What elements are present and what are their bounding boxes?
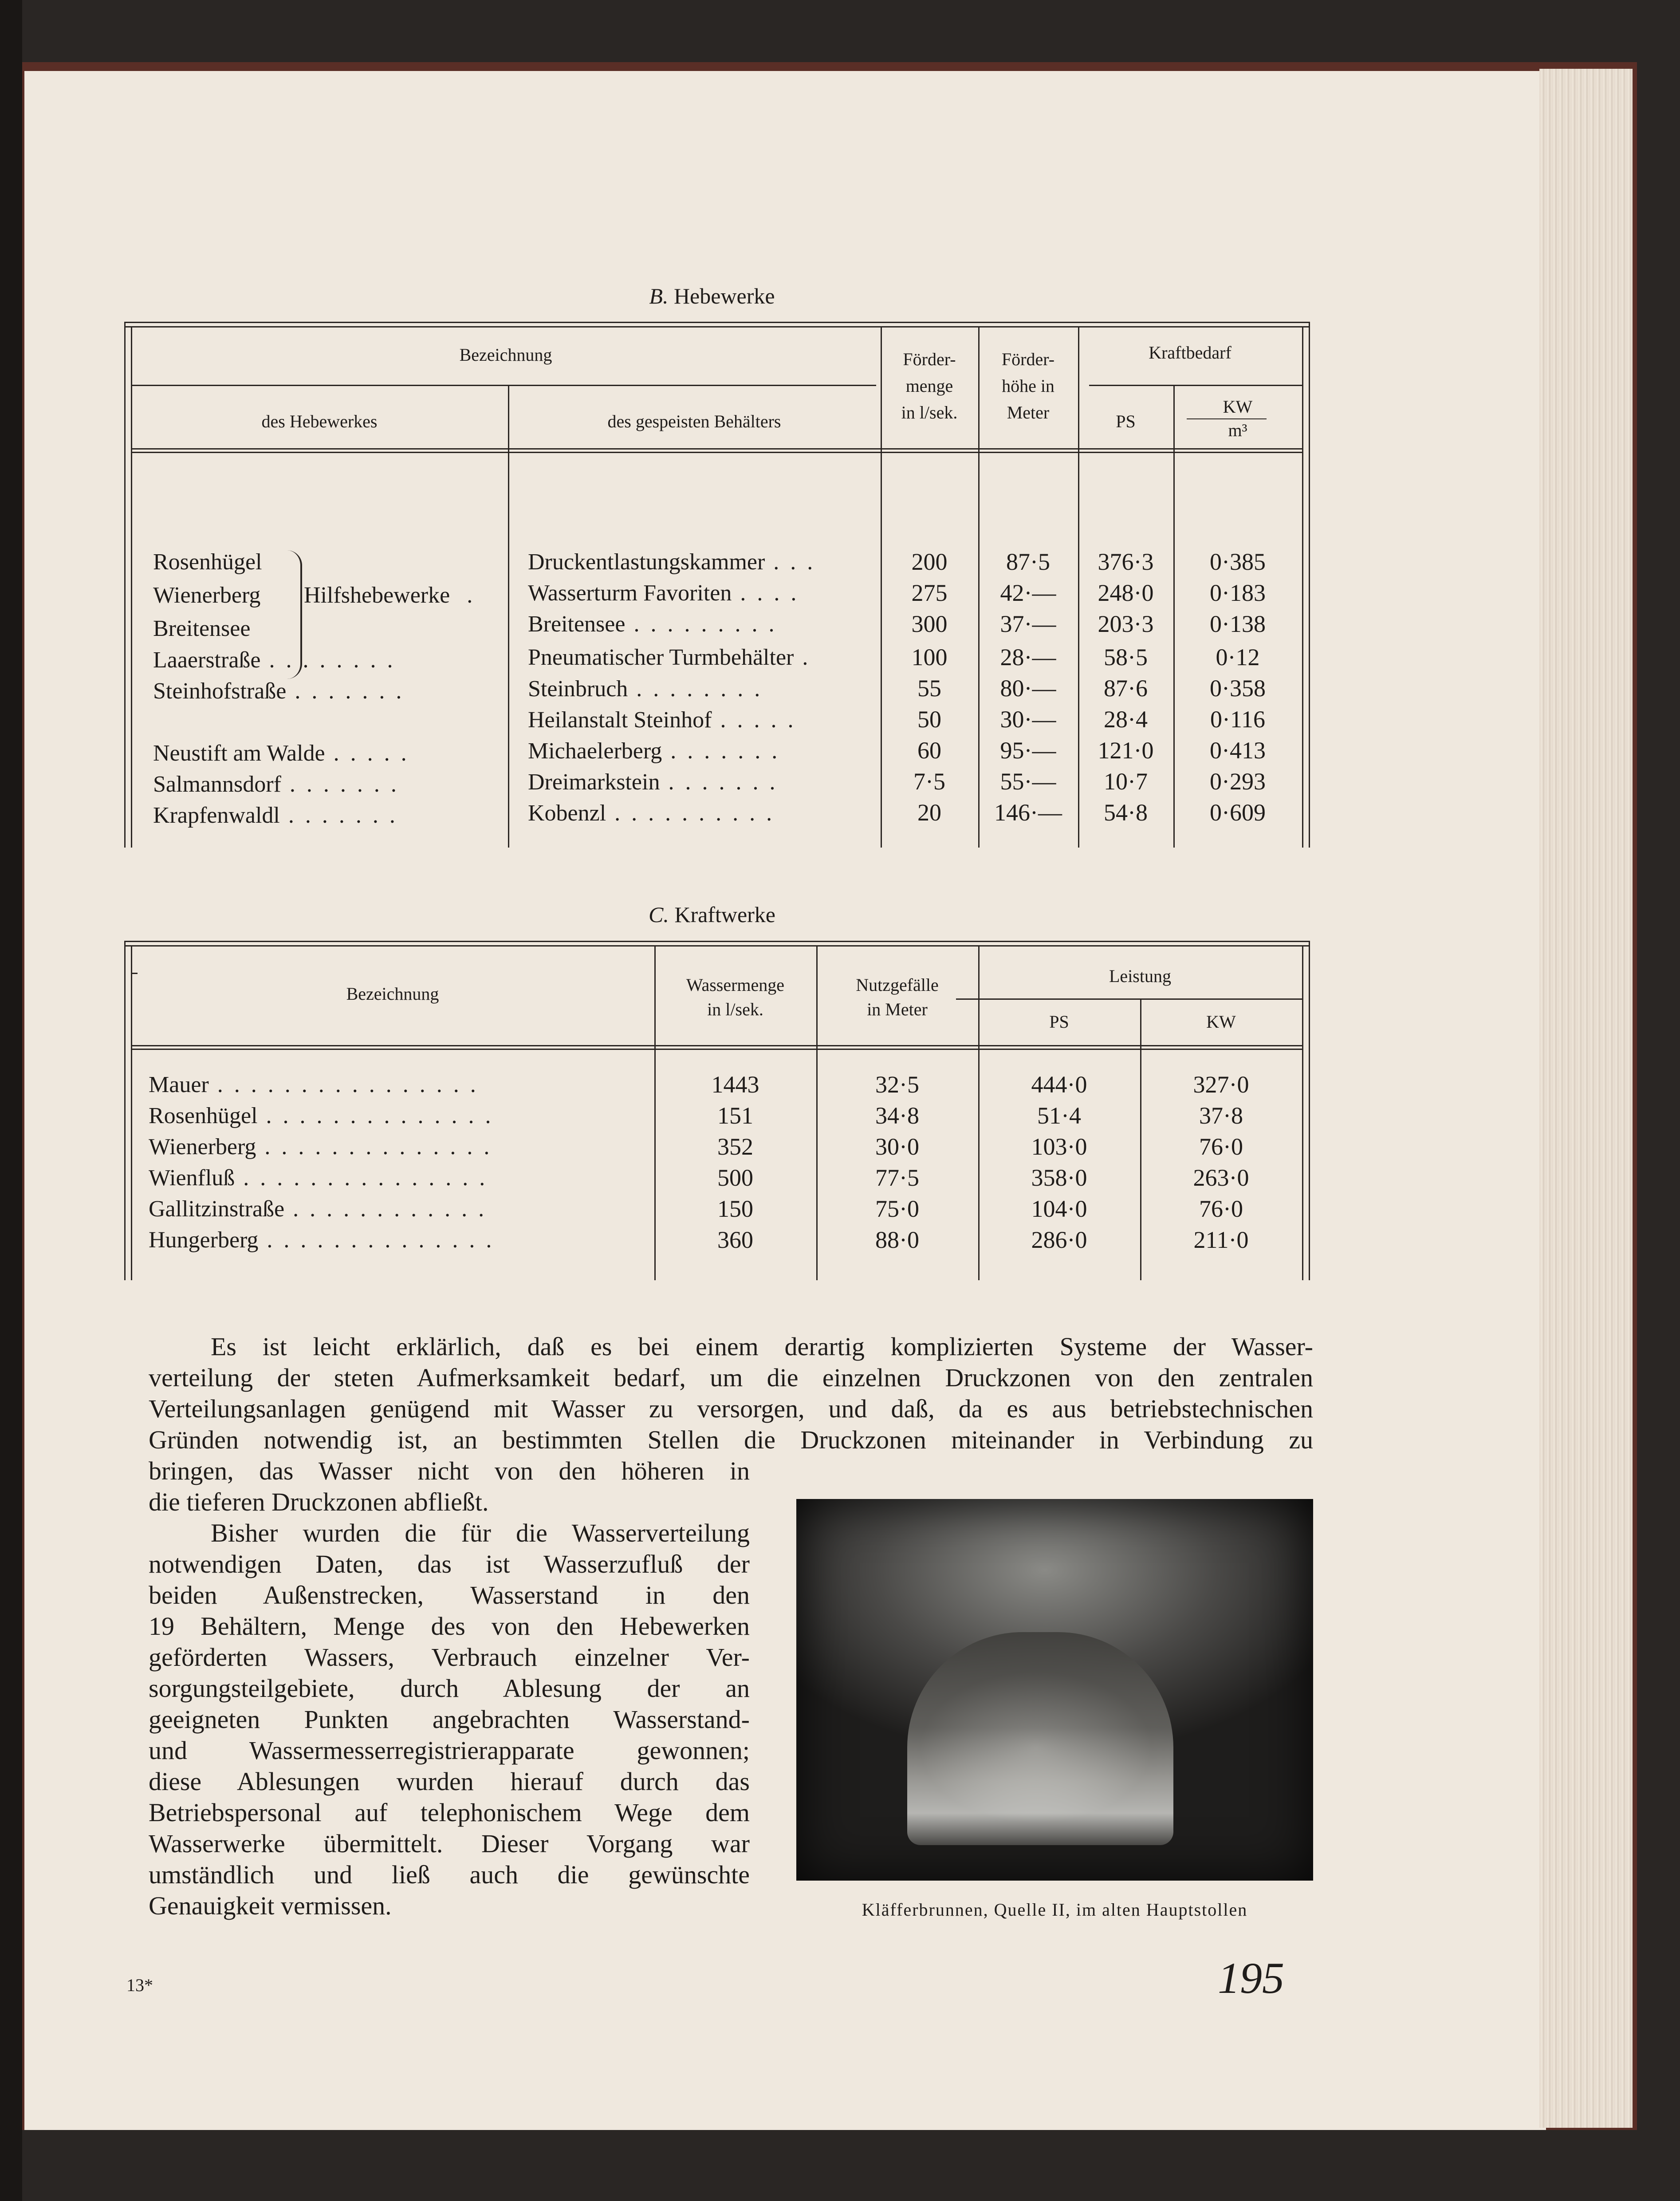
c-row-3-gefaelle: 30·0 (875, 1133, 919, 1160)
b-row-6-menge: 50 (917, 706, 941, 733)
b-row-7-menge: 60 (917, 737, 941, 764)
b-row-7-behaelter: Michaelerberg . . . . . . . (528, 738, 780, 764)
c-row-4-menge: 500 (717, 1164, 753, 1191)
tunnel-opening (907, 1632, 1173, 1845)
para-line-4: Gründen notwendig ist, an bestimmten Stellen die Druckzonen miteinander in Verbindung zu (149, 1425, 1313, 1454)
c-row-2-ps: 51·4 (1037, 1102, 1081, 1129)
b-row-3-behaelter: Breitensee . . . . . . . . . (528, 611, 777, 637)
para-narrow-13: Wasserwerke übermittelt. Dieser Vorgang war (149, 1829, 750, 1858)
para-narrow-4: notwendigen Daten, das ist Wasserzufluß der (149, 1550, 750, 1578)
b-row-9-hoehe: 146·— (994, 799, 1062, 826)
b-row-8-werk: Salmannsdorf . . . . . . . (153, 772, 399, 797)
page (24, 71, 1546, 2130)
c-row-2-gefaelle: 34·8 (875, 1102, 919, 1129)
section-b-word: Hebewerke (673, 284, 775, 308)
b-row-9-behaelter: Kobenzl . . . . . . . . . . (528, 801, 775, 826)
header-kraftbedarf: Kraftbedarf (1149, 343, 1231, 363)
b-row-4-ps: 58·5 (1104, 644, 1148, 671)
para-line-1: Es ist leicht erklärlich, daß es bei einem derartig komplizierten Systeme der Wasser- (211, 1332, 1313, 1361)
header-foerdermenge-1: Förder- (903, 349, 956, 369)
b-row-1-werk: Rosenhügel (153, 549, 262, 575)
c-row-1-name: Mauer . . . . . . . . . . . . . . . . (149, 1072, 479, 1097)
c-header-bezeichnung: Bezeichnung (346, 984, 439, 1004)
b-row-5-ps: 87·6 (1104, 675, 1148, 702)
b-row-4-behaelter: Pneumatischer Turmbehälter . (528, 645, 811, 670)
para-narrow-6: 19 Behältern, Menge des von den Hebewerken (149, 1612, 750, 1641)
para-line-2: verteilung der steten Aufmerksamkeit bedarf, um die einzelnen Druckzonen von den zentralen (149, 1363, 1313, 1392)
header-foerdermenge-2: menge (905, 376, 953, 396)
c-row-1-gefaelle: 32·5 (875, 1071, 919, 1098)
c-row-2-name: Rosenhügel . . . . . . . . . . . . . . (149, 1103, 494, 1128)
header-foerderhoehe-3: Meter (1007, 402, 1050, 422)
header-des-hebewerkes: des Hebewerkes (261, 411, 378, 431)
header-foerderhoehe-1: Förder- (1001, 349, 1055, 369)
section-b-title (579, 283, 845, 309)
b-row-8-menge: 7·5 (913, 768, 945, 795)
b-row-5-werk: Steinhofstraße . . . . . . . (153, 678, 405, 704)
section-c-word: Kraftwerke (674, 902, 775, 927)
c-header-wassermenge-2: in l/sek. (707, 999, 763, 1019)
header-bezeichnung: Bezeichnung (459, 345, 552, 365)
b-row-4-kw: 0·12 (1216, 644, 1260, 671)
para-narrow-9: geeigneten Punkten angebrachten Wasserstand- (149, 1705, 750, 1734)
para-narrow-7: geförderten Wassers, Verbrauch einzelner Ver- (149, 1643, 750, 1672)
b-row-9-werk: Krapfenwaldl . . . . . . . (153, 803, 398, 828)
section-b-letter: B. (649, 284, 669, 308)
b-row-2-ps: 248·0 (1098, 580, 1154, 606)
b-row-7-hoehe: 95·— (1000, 737, 1056, 764)
para-narrow-5: beiden Außenstrecken, Wasserstand in den (149, 1581, 750, 1609)
page-stack-edge (1539, 69, 1633, 2128)
b-row-2-kw: 0·183 (1210, 580, 1266, 606)
b-row-7-werk: Neustift am Walde . . . . . (153, 741, 409, 766)
b-row-3-ps: 203·3 (1098, 611, 1154, 637)
header-kw: KW (1223, 397, 1253, 417)
group-label: Hilfshebewerke . (304, 583, 476, 608)
c-header-nutzgefaelle-1: Nutzgefälle (856, 975, 939, 995)
c-row-6-gefaelle: 88·0 (875, 1227, 919, 1253)
b-row-1-ps: 376·3 (1098, 548, 1154, 575)
b-row-5-behaelter: Steinbruch . . . . . . . . (528, 676, 763, 702)
b-row-3-werk: Breitensee (153, 616, 251, 641)
header-m3: m³ (1228, 420, 1247, 440)
b-row-2-werk: Wienerberg (153, 583, 261, 608)
c-row-3-name: Wienerberg . . . . . . . . . . . . . . (149, 1134, 492, 1160)
header-ps: PS (1116, 411, 1136, 431)
c-row-1-kw: 327·0 (1193, 1071, 1249, 1098)
tunnel-photo (796, 1499, 1313, 1881)
c-row-5-menge: 150 (717, 1195, 753, 1222)
b-row-9-menge: 20 (917, 799, 941, 826)
b-row-8-ps: 10·7 (1104, 768, 1148, 795)
b-row-3-kw: 0·138 (1210, 611, 1266, 637)
c-row-5-name: Gallitzinstraße . . . . . . . . . . . . (149, 1196, 487, 1222)
book-spine (0, 0, 22, 2201)
b-row-6-behaelter: Heilanstalt Steinhof . . . . . (528, 707, 796, 733)
c-row-6-menge: 360 (717, 1227, 753, 1253)
c-row-5-gefaelle: 75·0 (875, 1195, 919, 1222)
b-row-5-hoehe: 80·— (1000, 675, 1056, 702)
b-row-8-behaelter: Dreimarkstein . . . . . . . (528, 769, 778, 795)
b-row-9-ps: 54·8 (1104, 799, 1148, 826)
c-header-wassermenge-1: Wassermenge (686, 975, 785, 995)
b-row-1-kw: 0·385 (1210, 548, 1266, 575)
c-header-ps: PS (1049, 1012, 1069, 1032)
signature-mark: 13* (126, 1975, 153, 1995)
b-row-7-ps: 121·0 (1098, 737, 1154, 764)
para-narrow-2: die tieferen Druckzonen abfließt. (149, 1487, 489, 1516)
b-row-9-kw: 0·609 (1210, 799, 1266, 826)
b-row-4-hoehe: 28·— (1000, 644, 1056, 671)
b-row-6-hoehe: 30·— (1000, 706, 1056, 733)
b-row-6-kw: 0·116 (1210, 706, 1265, 733)
section-c-title (579, 902, 845, 927)
b-row-4-menge: 100 (911, 644, 948, 671)
c-row-4-ps: 358·0 (1031, 1164, 1087, 1191)
header-des-behaelters: des gespeisten Behälters (607, 411, 781, 431)
b-row-1-menge: 200 (911, 548, 948, 575)
c-row-3-menge: 352 (717, 1133, 753, 1160)
c-row-6-ps: 286·0 (1031, 1227, 1087, 1253)
para-narrow-15: Genauigkeit vermissen. (149, 1891, 392, 1920)
c-row-4-gefaelle: 77·5 (875, 1164, 919, 1191)
para-narrow-11: diese Ablesungen wurden hierauf durch das (149, 1767, 750, 1796)
photo-caption: Kläfferbrunnen, Quelle II, im alten Hauptstollen (862, 1900, 1248, 1920)
c-row-3-ps: 103·0 (1031, 1133, 1087, 1160)
para-narrow-1: bringen, das Wasser nicht von den höheren in (149, 1456, 750, 1485)
c-header-leistung: Leistung (1109, 966, 1171, 986)
b-row-5-kw: 0·358 (1210, 675, 1266, 702)
b-row-6-ps: 28·4 (1104, 706, 1148, 733)
b-row-3-hoehe: 37·— (1000, 611, 1056, 637)
para-line-3: Verteilungsanlagen genügend mit Wasser zu versorgen, und daß, da es aus betriebstechnischen (149, 1394, 1313, 1423)
c-header-kw: KW (1206, 1012, 1236, 1032)
b-row-5-menge: 55 (917, 675, 941, 702)
b-row-2-hoehe: 42·— (1000, 580, 1056, 606)
page-number: 195 (1218, 1953, 1284, 2003)
section-c-letter: C. (649, 902, 669, 927)
para-narrow-12: Betriebspersonal auf telephonischem Wege dem (149, 1798, 750, 1827)
c-row-6-kw: 211·0 (1193, 1227, 1249, 1253)
header-foerderhoehe-2: höhe in (1002, 376, 1054, 396)
c-row-1-ps: 444·0 (1031, 1071, 1087, 1098)
b-row-8-kw: 0·293 (1210, 768, 1266, 795)
c-row-5-ps: 104·0 (1031, 1195, 1087, 1222)
c-row-2-kw: 37·8 (1199, 1102, 1243, 1129)
b-row-7-kw: 0·413 (1210, 737, 1266, 764)
para-narrow-8: sorgungsteilgebiete, durch Ablesung der an (149, 1674, 750, 1703)
b-row-3-menge: 300 (911, 611, 948, 637)
para-narrow-14: umständlich und ließ auch die gewünschte (149, 1860, 750, 1889)
b-row-4-werk: Laaerstraße . . . . . . . . (153, 647, 396, 673)
c-row-3-kw: 76·0 (1199, 1133, 1243, 1160)
b-row-8-hoehe: 55·— (1000, 768, 1056, 795)
para-narrow-3: Bisher wurden die für die Wasserverteilung (211, 1519, 750, 1547)
b-row-1-behaelter: Druckentlastungskammer . . . (528, 549, 816, 575)
para-narrow-10: und Wassermesserregistrierapparate gewonnen; (149, 1736, 750, 1765)
c-row-6-name: Hungerberg . . . . . . . . . . . . . . (149, 1227, 495, 1253)
c-row-4-name: Wienfluß . . . . . . . . . . . . . . . (149, 1165, 488, 1191)
c-row-4-kw: 263·0 (1193, 1164, 1249, 1191)
b-row-1-hoehe: 87·5 (1006, 548, 1050, 575)
c-row-1-menge: 1443 (711, 1071, 759, 1098)
c-row-2-menge: 151 (717, 1102, 753, 1129)
b-row-2-behaelter: Wasserturm Favoriten . . . . (528, 580, 799, 606)
c-header-nutzgefaelle-2: in Meter (867, 999, 928, 1019)
c-row-5-kw: 76·0 (1199, 1195, 1243, 1222)
header-foerdermenge-3: in l/sek. (901, 402, 958, 422)
b-row-2-menge: 275 (911, 580, 948, 606)
